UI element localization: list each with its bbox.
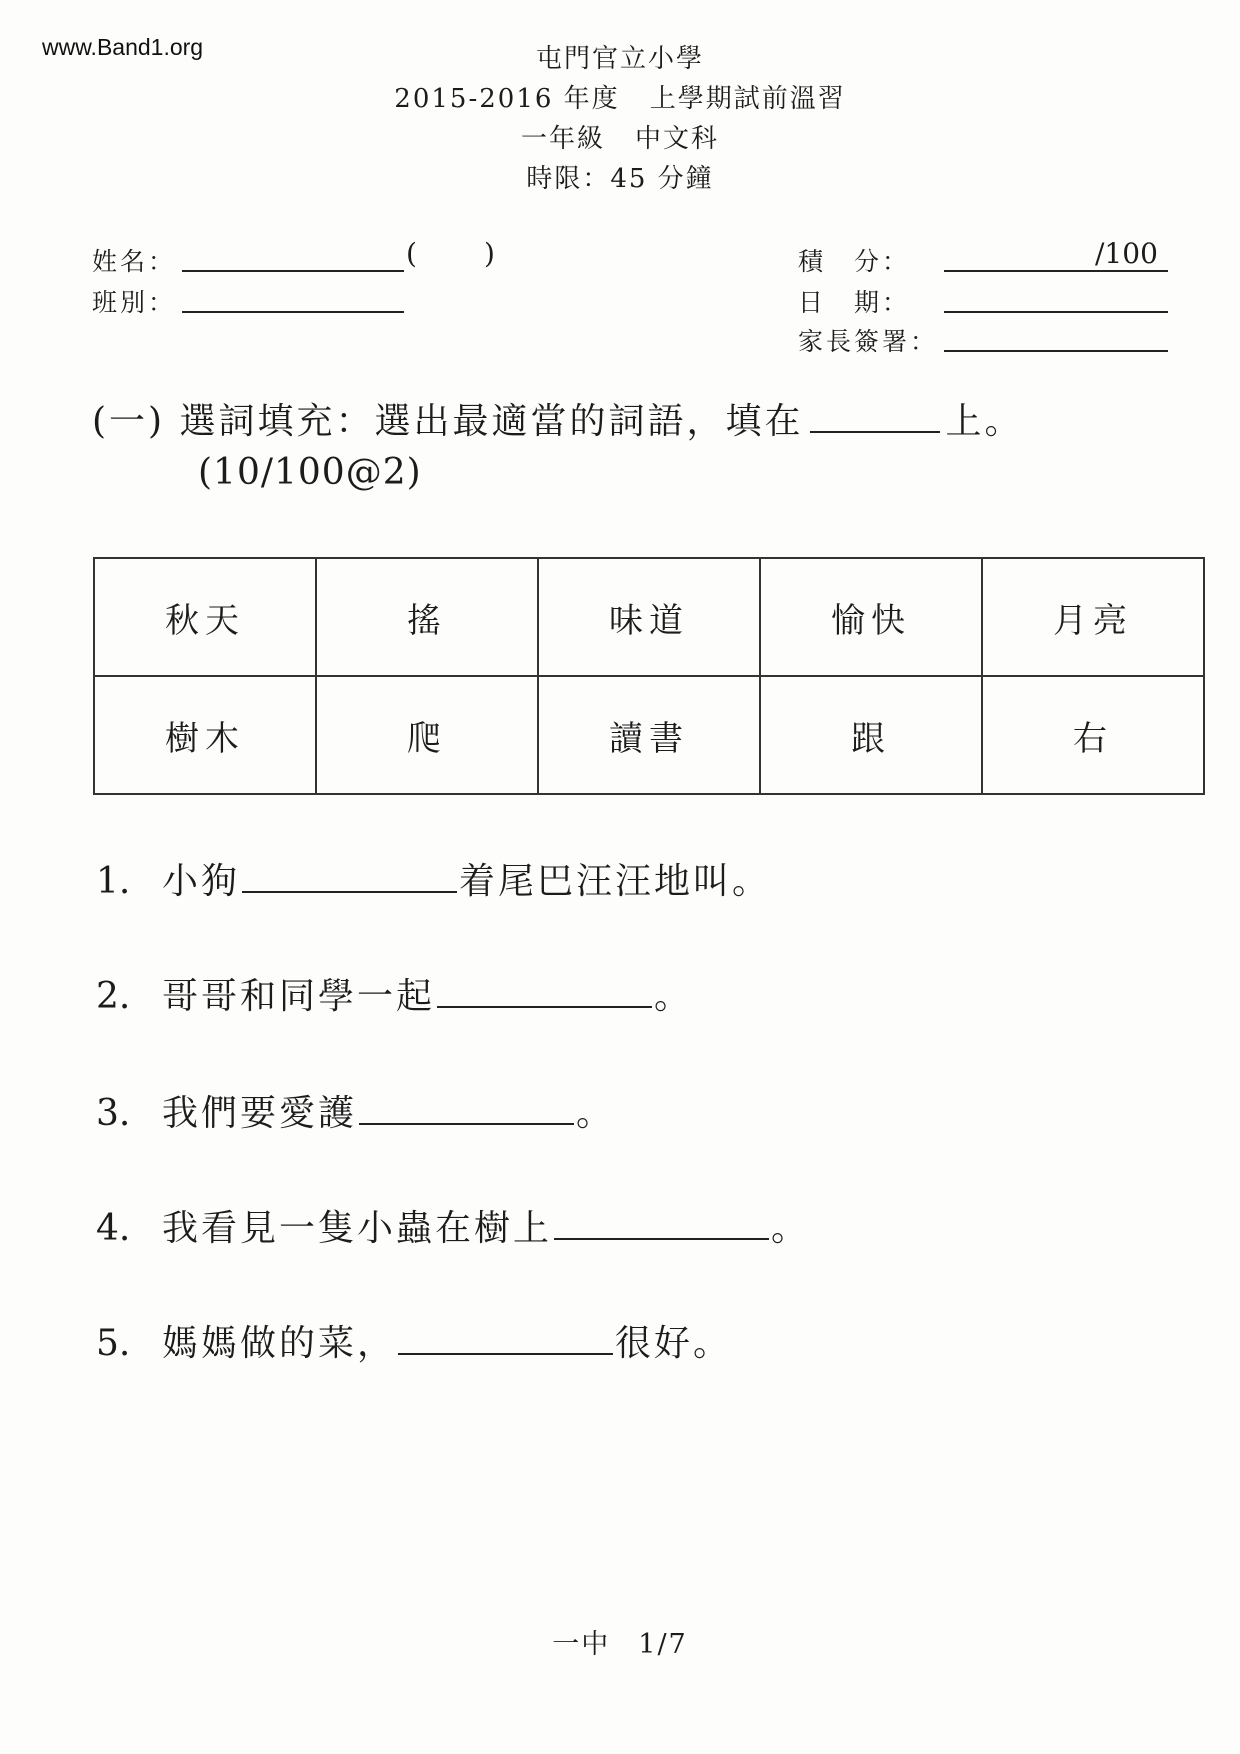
watermark: www.Band1.org [42,34,204,60]
answer-blank-1[interactable] [242,861,457,893]
question-text-before: 我看見一隻小蟲在樹上 [162,1208,553,1249]
class-line[interactable] [182,311,404,313]
question-text-after: 。 [771,1208,811,1249]
school-year: 2015-2016 年度 [394,84,620,114]
question-text-before: 哥哥和同學一起 [162,976,436,1017]
question-number: 5. [96,1323,131,1364]
name-line[interactable] [182,270,404,272]
term-line [0,78,1240,115]
score-total: /100 [1095,237,1158,270]
date-line[interactable] [944,311,1168,313]
word-bank-cell: 跟 [760,676,982,794]
question-number: 1. [96,861,131,902]
school-name: 屯門官立小學 [535,44,704,74]
section-title-text: (一) 選詞填充：選出最適當的詞語，填在 [92,401,804,442]
word-bank-cell: 秋天 [94,558,316,676]
word-bank-cell: 味道 [538,558,760,676]
question-text-before: 媽媽做的菜， [162,1323,397,1364]
answer-blank-4[interactable] [554,1208,769,1240]
word-bank-table [93,557,1205,795]
answer-blank-5[interactable] [398,1323,613,1355]
section-title-end: 上。 [945,401,1024,442]
question-number: 2. [96,976,131,1017]
grade: 一年級 [520,124,605,154]
question-4 [96,1200,810,1251]
word-bank-cell: 右 [982,676,1204,794]
question-1 [96,853,771,904]
parent-signature-line[interactable] [944,350,1168,352]
word-bank-row [94,558,1204,676]
paper-code: 一中 [552,1629,611,1660]
title-blank [810,403,940,433]
date-label: 日 期： [798,288,911,317]
word-bank-cell: 爬 [316,676,538,794]
question-text-after: 很好。 [615,1323,733,1364]
section-title [92,393,1024,444]
question-text-after: 。 [576,1093,616,1134]
class-label: 班別： [92,288,177,317]
term-title: 上學期試前溫習 [649,84,846,114]
question-number: 3. [96,1093,131,1134]
page-footer [0,1622,1240,1661]
time-limit: 時限：45 分鐘 [526,164,714,194]
section-score: (10/100@2) [198,452,422,493]
parent-signature-label: 家長簽署： [798,327,939,356]
class-number-paren-open: ( [406,237,417,270]
subject: 中文科 [635,124,720,154]
question-3 [96,1085,615,1136]
name-label: 姓名： [92,247,177,276]
class-number-paren-close: ) [484,237,495,270]
word-bank-cell: 愉快 [760,558,982,676]
score-label: 積 分： [798,247,911,276]
word-bank-cell: 樹木 [94,676,316,794]
question-text-before: 我們要愛護 [162,1093,358,1134]
answer-blank-2[interactable] [437,976,652,1008]
question-text-after: 着尾巴汪汪地叫。 [459,861,772,902]
grade-line [0,118,1240,155]
answer-blank-3[interactable] [359,1093,574,1125]
question-text-after: 。 [654,976,694,1017]
question-2 [96,968,693,1019]
question-number: 4. [96,1208,131,1249]
word-bank-cell: 讀書 [538,676,760,794]
question-text-before: 小狗 [162,861,241,902]
question-5 [96,1315,732,1366]
word-bank-cell: 搖 [316,558,538,676]
word-bank-row [94,676,1204,794]
page-number: 1/7 [638,1629,688,1660]
score-line[interactable] [944,270,1168,272]
word-bank-cell: 月亮 [982,558,1204,676]
